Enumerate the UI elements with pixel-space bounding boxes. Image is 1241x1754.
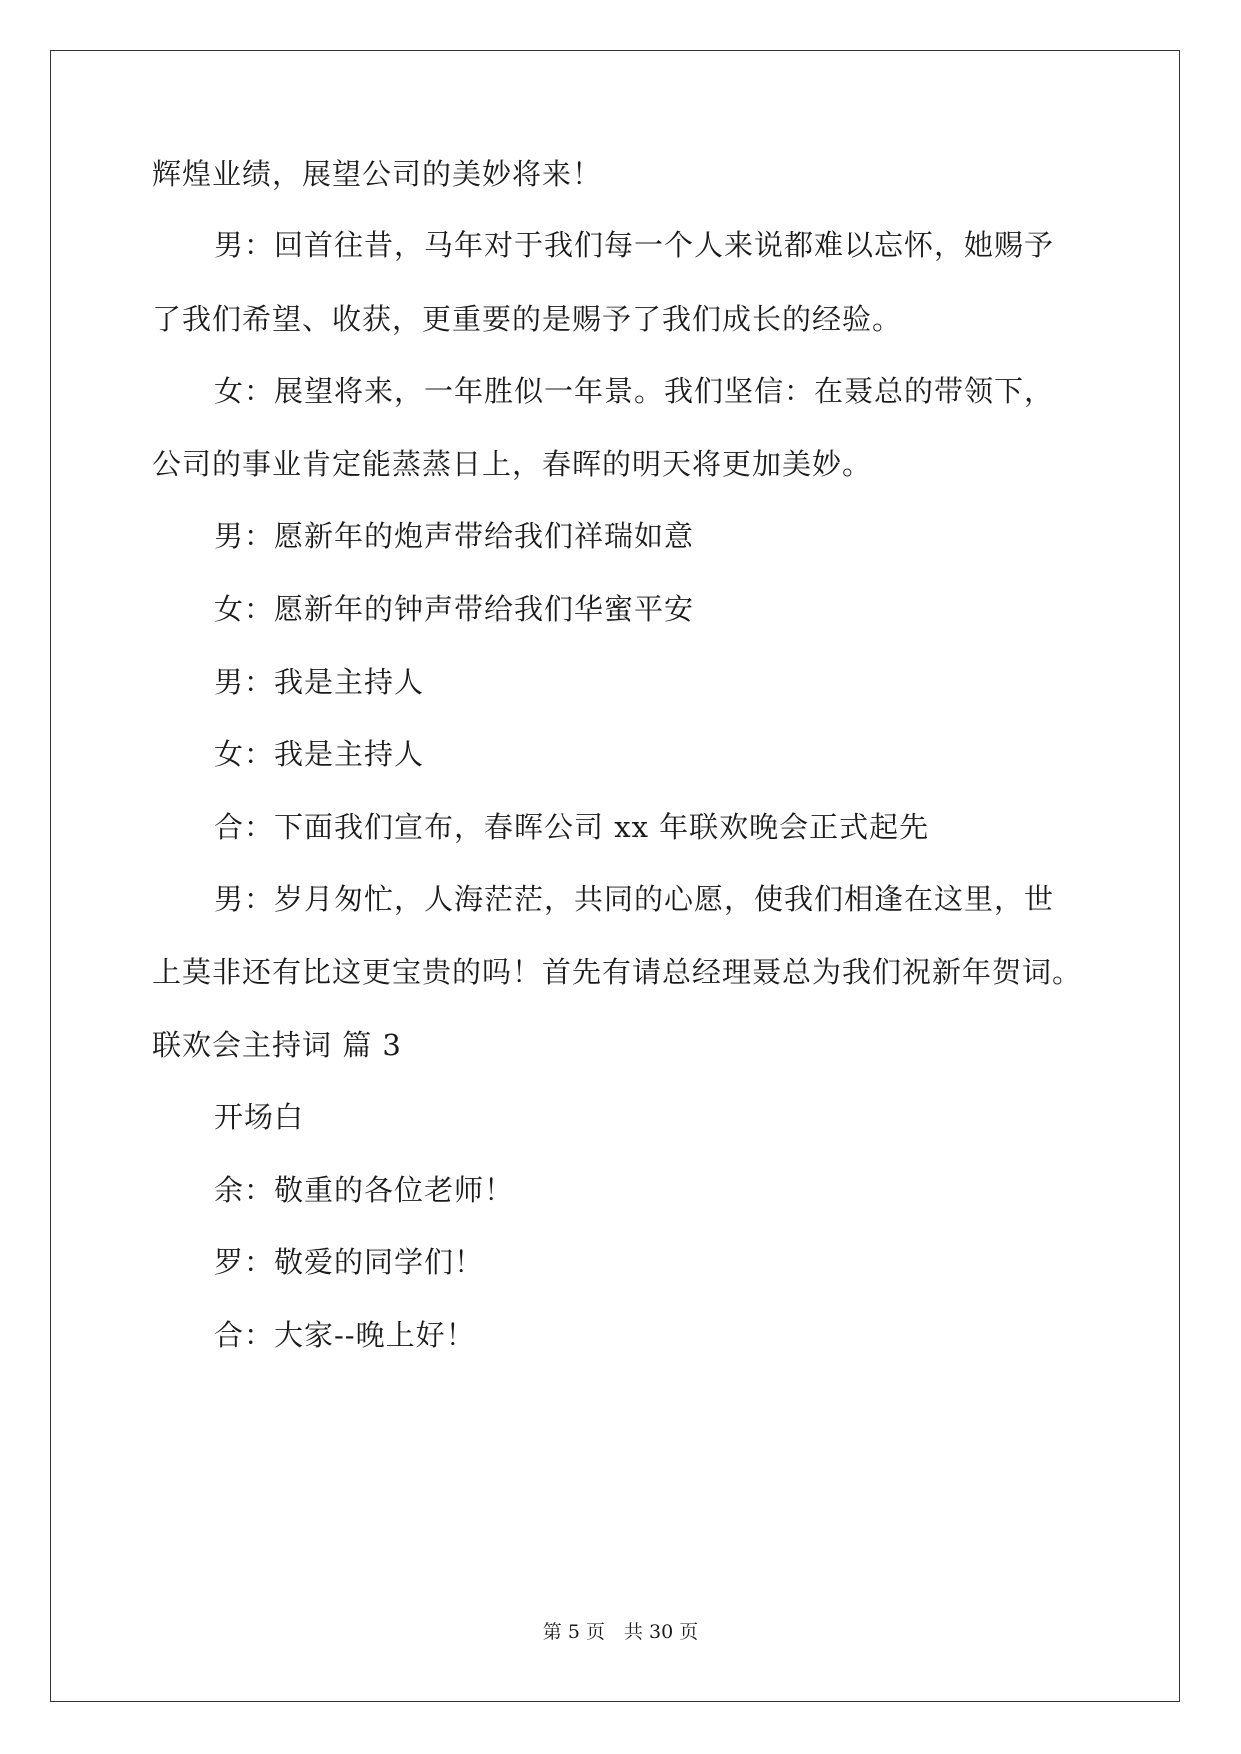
text-line: 公司的事业肯定能蒸蒸日上，春晖的明天将更加美妙。 xyxy=(152,447,873,481)
page-footer: 第 5 页 共 30 页 xyxy=(542,1621,699,1643)
text-line: 合：大家--晚上好！ xyxy=(214,1318,476,1352)
text-line: 辉煌业绩，展望公司的美妙将来！ xyxy=(152,157,603,191)
text-line: 女：我是主持人 xyxy=(214,737,425,771)
text-line: 了我们希望、收获，更重要的是赐予了我们成长的经验。 xyxy=(152,302,903,336)
text-line: 男：愿新年的炮声带给我们祥瑞如意 xyxy=(214,519,695,553)
text-line: 男：我是主持人 xyxy=(214,665,425,699)
text-line: 合：下面我们宣布，春晖公司 xx 年联欢晚会正式起先 xyxy=(214,810,930,844)
text-line: 男：回首往昔，马年对于我们每一个人来说都难以忘怀，她赐予 xyxy=(214,228,1055,262)
text-line: 女：愿新年的钟声带给我们华蜜平安 xyxy=(214,592,695,626)
text-line: 开场白 xyxy=(214,1100,305,1134)
text-line: 女：展望将来，一年胜似一年景。我们坚信：在聂总的带领下， xyxy=(214,374,1055,408)
text-line: 余：敬重的各位老师！ xyxy=(214,1173,515,1207)
section-heading: 联欢会主持词 篇 3 xyxy=(152,1028,402,1062)
text-line: 上莫非还有比这更宝贵的吗！首先有请总经理聂总为我们祝新年贺词。 xyxy=(152,955,1083,989)
text-line: 罗：敬爱的同学们！ xyxy=(214,1245,485,1279)
page-border xyxy=(50,50,1180,1702)
text-line: 男：岁月匆忙，人海茫茫，共同的心愿，使我们相逢在这里，世 xyxy=(214,882,1055,916)
